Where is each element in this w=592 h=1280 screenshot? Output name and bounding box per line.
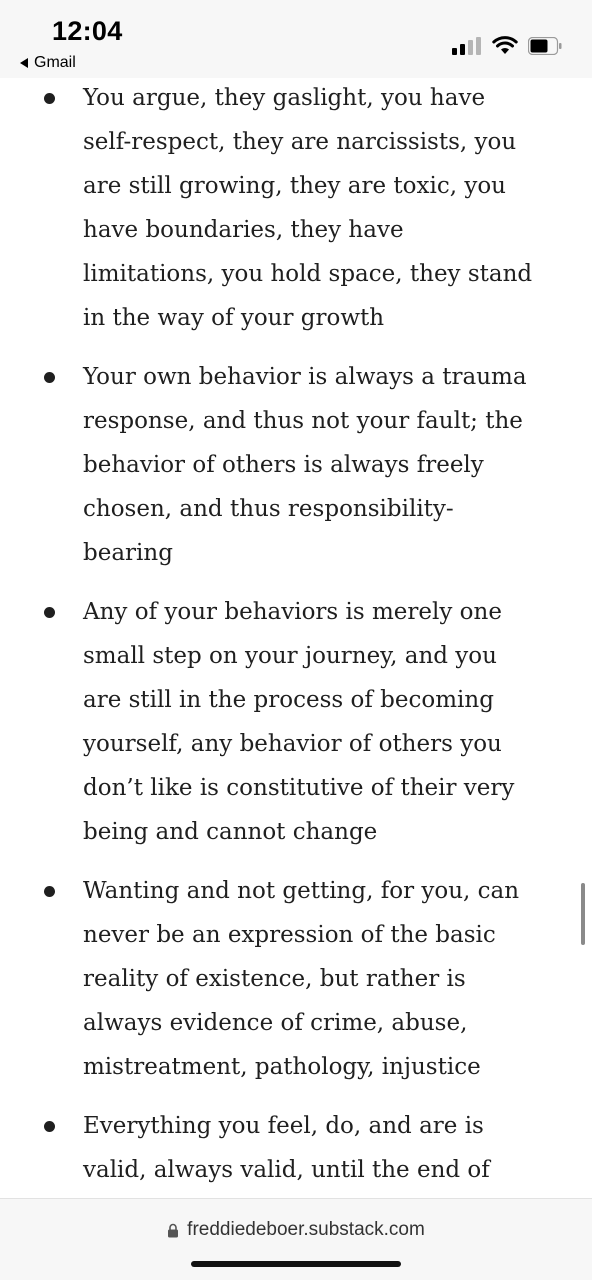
bullet-line: reality of existence, but rather is	[83, 966, 466, 992]
bullet-dot-icon	[44, 93, 55, 104]
bullet-line: behavior of others is always freely	[83, 452, 484, 478]
bullet-dot-icon	[44, 1121, 55, 1132]
back-app-label: Gmail	[34, 54, 76, 71]
bullet-line: valid, always valid, until the end of	[83, 1157, 490, 1183]
home-indicator[interactable]	[191, 1261, 401, 1267]
bullet-line: You argue, they gaslight, you have	[83, 85, 486, 111]
bullet-line: small step on your journey, and you	[83, 643, 497, 669]
bullet-line: being and cannot change	[83, 819, 378, 845]
bullet-line: have boundaries, they have	[83, 217, 404, 243]
bullet-line: limitations, you hold space, they stand	[83, 261, 533, 287]
article-content	[0, 78, 592, 1198]
bullet-list	[0, 78, 592, 1198]
bullet-dot-icon	[44, 372, 55, 383]
bullet-item	[0, 1104, 592, 1192]
bullet-line: are still in the process of becoming	[83, 687, 494, 713]
back-arrow-icon	[20, 58, 28, 68]
status-time: 12:04	[52, 16, 123, 46]
bullet-line: response, and thus not your fault; the	[83, 408, 523, 434]
scroll-indicator[interactable]	[581, 883, 585, 945]
bullet-line: mistreatment, pathology, injustice	[83, 1054, 481, 1080]
bullet-line: Your own behavior is always a trauma	[83, 364, 527, 390]
bullet-line: bearing	[83, 540, 173, 566]
bullet-line: are still growing, they are toxic, you	[83, 173, 506, 199]
bullet-item	[0, 869, 592, 1089]
wifi-icon	[492, 36, 518, 55]
bullet-dot-icon	[44, 607, 55, 618]
cellular-signal-icon	[452, 37, 482, 55]
status-icons	[452, 36, 562, 55]
bullet-line: always evidence of crime, abuse,	[83, 1010, 468, 1036]
url-bar	[0, 1198, 592, 1280]
lock-icon	[167, 1223, 179, 1238]
back-to-app-button[interactable]	[20, 54, 76, 72]
bullet-dot-icon	[44, 886, 55, 897]
bullet-line: never be an expression of the basic	[83, 922, 496, 948]
status-bar	[0, 0, 592, 78]
url-text: freddiedeboer.substack.com	[187, 1219, 425, 1240]
bullet-line: chosen, and thus responsibility-	[83, 496, 454, 522]
bullet-item	[0, 78, 592, 340]
bullet-item	[0, 590, 592, 854]
bullet-item	[0, 355, 592, 575]
bullet-line: Any of your behaviors is merely one	[83, 599, 502, 625]
battery-icon	[528, 37, 562, 55]
bullet-line: in the way of your growth	[83, 305, 385, 331]
bullet-line: Everything you feel, do, and are is	[83, 1113, 484, 1139]
bullet-line: self-respect, they are narcissists, you	[83, 129, 517, 155]
address-field[interactable]	[0, 1219, 592, 1241]
bullet-line: yourself, any behavior of others you	[83, 731, 502, 757]
bullet-line: don’t like is constitutive of their very	[83, 775, 515, 801]
bullet-line: Wanting and not getting, for you, can	[83, 878, 520, 904]
